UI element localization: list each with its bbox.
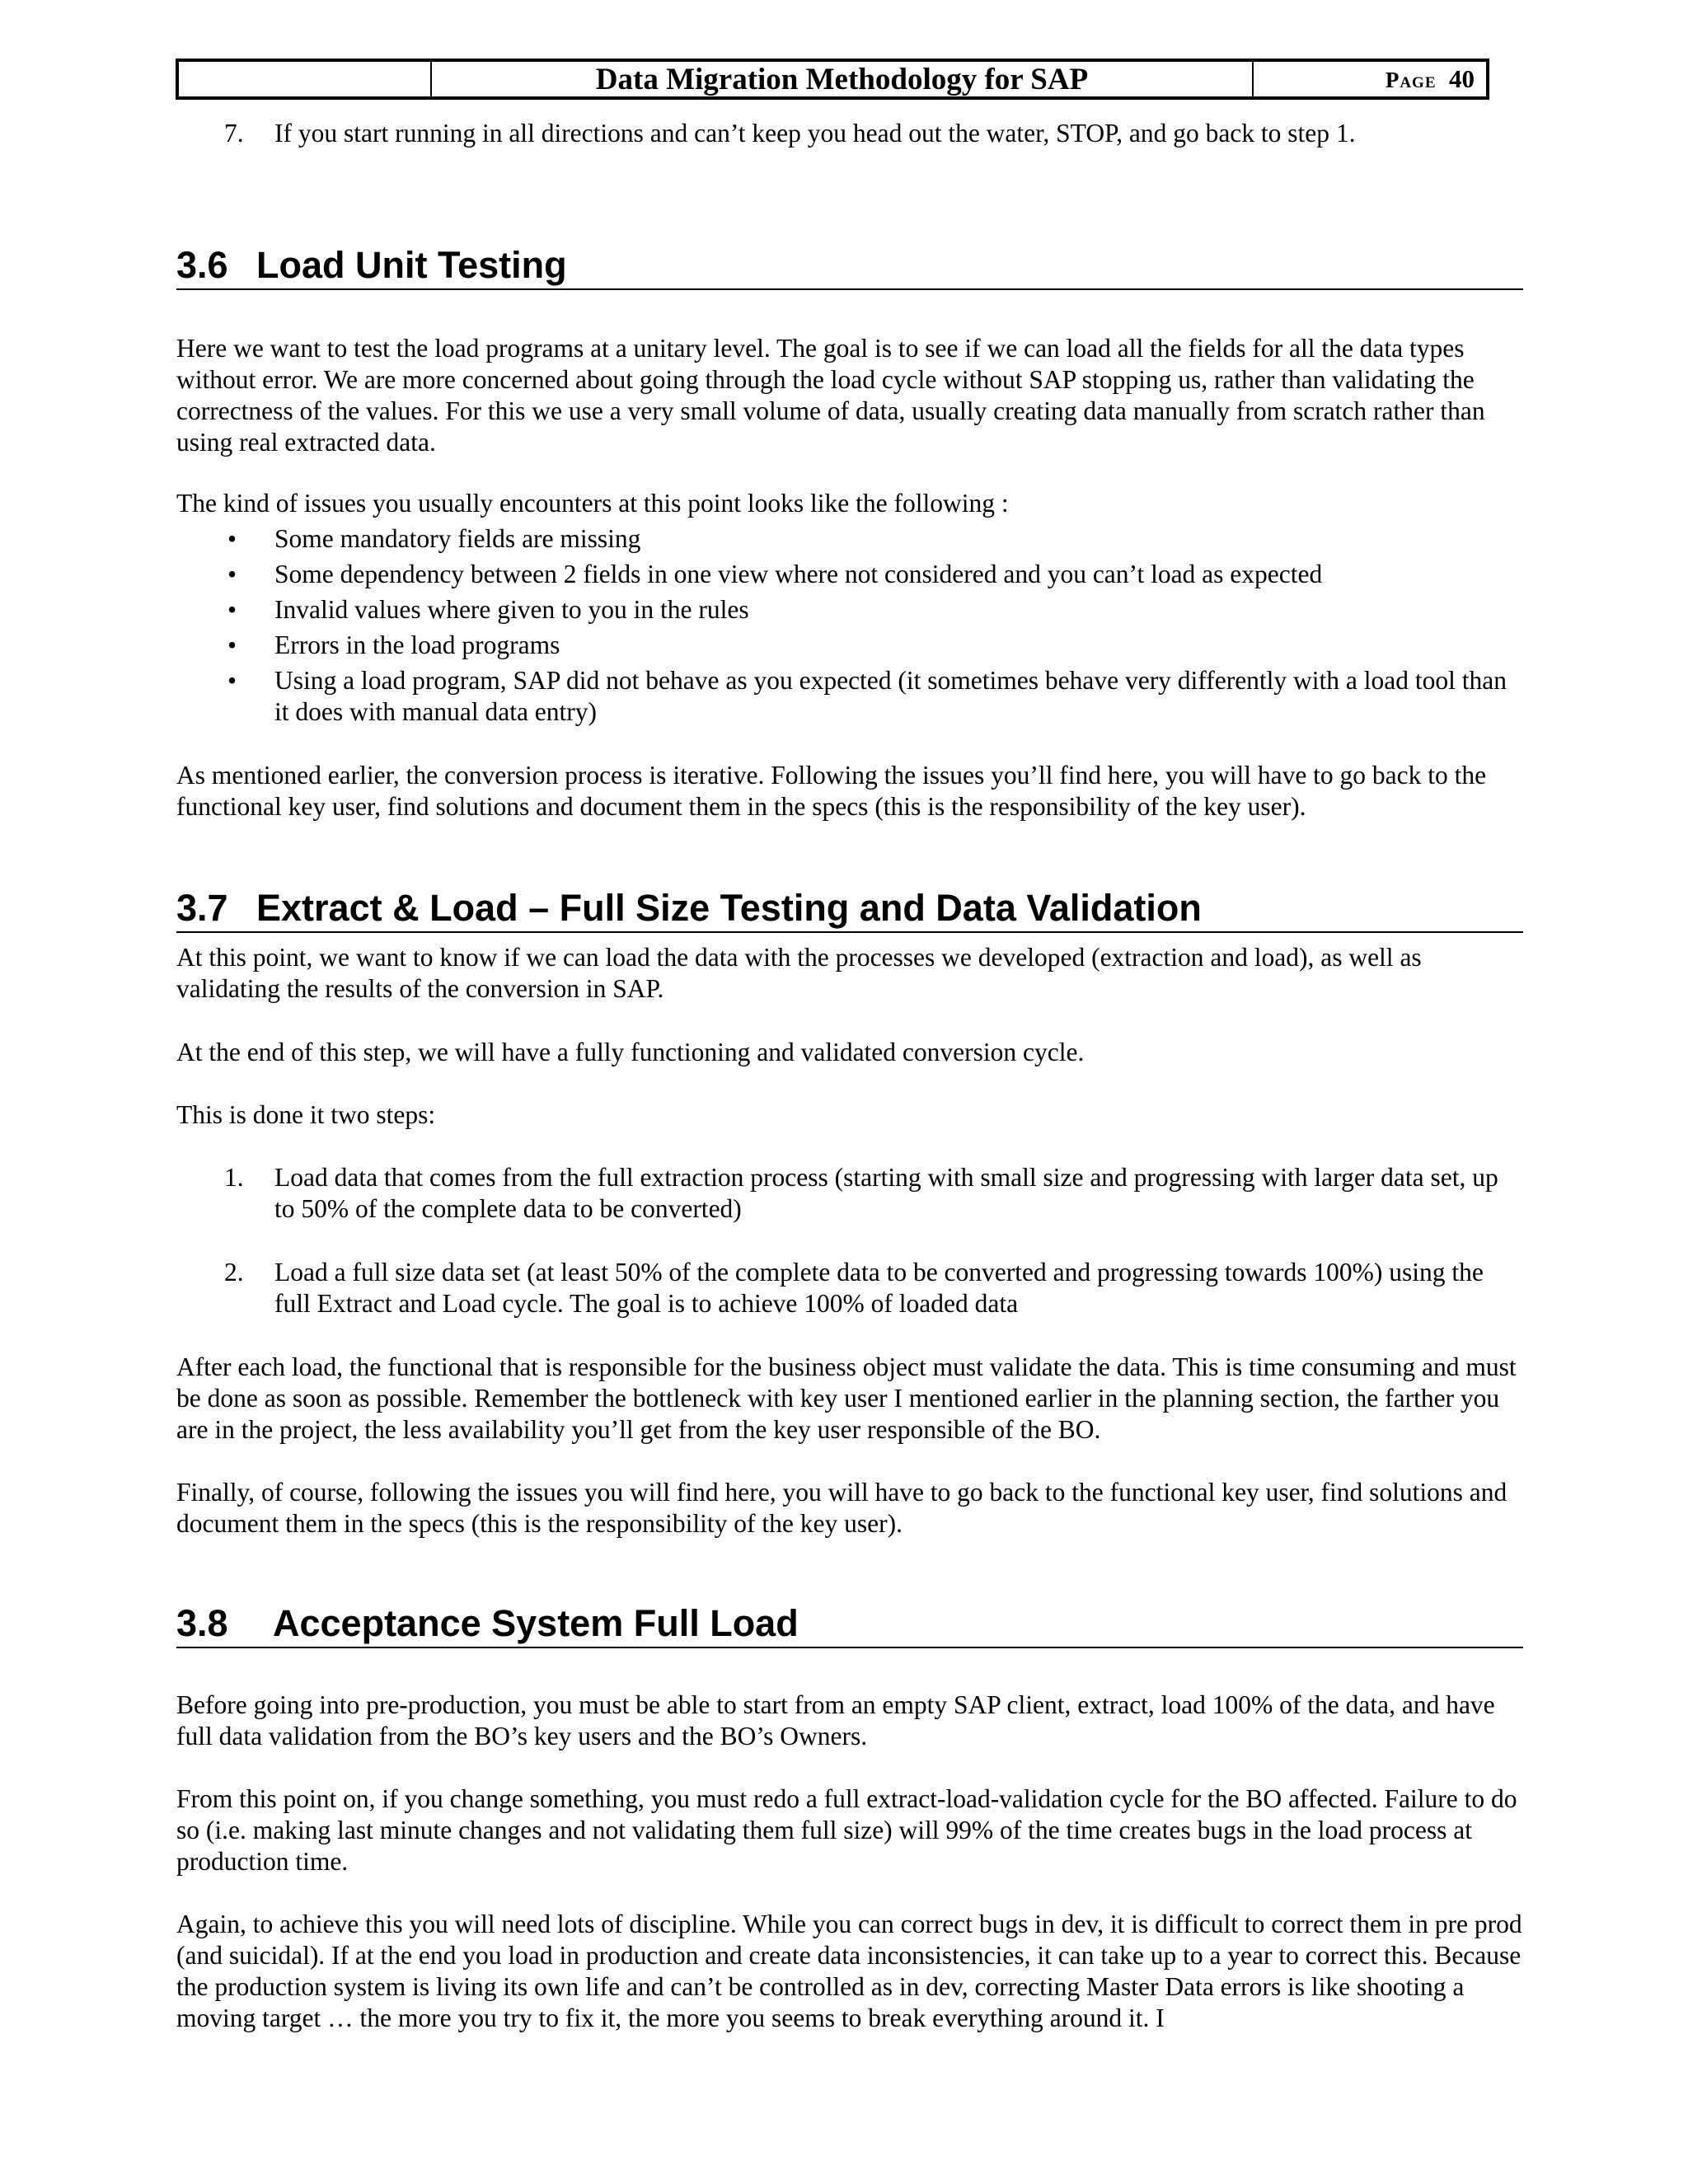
section-title: Extract & Load – Full Size Testing and Data Validation: [256, 887, 1202, 929]
paragraph: From this point on, if you change something, you must redo a full extract-load-validation cycle for the BO affected. Failure to do so (i.e. making last minute changes and not validating them full size) will 99% of the time creates bugs in the load process at production time.: [176, 1784, 1517, 1876]
list-item-text: Some dependency between 2 fields in one view where not considered and you can’t load as expected: [274, 560, 1323, 588]
paragraph: After each load, the functional that is responsible for the business object must validate the data. This is time consuming and must be done as soon as possible. Remember the bottleneck with key user I mentioned earlier in the planning section, the farther you are in the project, the less availability you’ll get from the key user responsible of the BO.: [176, 1352, 1517, 1444]
section-number: 3.6: [176, 244, 228, 286]
step-text: Load data that comes from the full extraction process (starting with small size and progressing with larger data set, up to 50% of the complete data to be converted): [274, 1163, 1498, 1223]
section-title: Load Unit Testing: [256, 244, 567, 286]
section-3-8-para-3: [176, 1909, 1523, 2034]
paragraph: This is done it two steps:: [176, 1100, 436, 1129]
list-item-text: Some mandatory fields are missing: [274, 524, 641, 553]
list-item: [176, 665, 1523, 728]
list-item: [176, 523, 1523, 555]
section-number: 3.8: [176, 1602, 228, 1644]
list-item-text: Invalid values where given to you in the rules: [274, 595, 749, 624]
section-3-7-para-4: [176, 1352, 1523, 1446]
bullet-icon: •: [227, 595, 237, 624]
paragraph: At this point, we want to know if we can load the data with the processes we developed (extraction and load), as well as validating the results of the conversion in SAP.: [176, 943, 1422, 1003]
section-3-7-para-3: [176, 1099, 1523, 1131]
page-number: 40: [1449, 64, 1475, 93]
paragraph: Finally, of course, following the issues you will find here, you will have to go back to the functional key user, find solutions and document them in the specs (this is the responsibility of the key user).: [176, 1478, 1507, 1538]
section-3-6-para-1: [176, 333, 1523, 458]
list-item: [176, 630, 1523, 661]
section-number: 3.7: [176, 887, 228, 929]
section-3-6-para-2: [176, 488, 1523, 519]
paragraph: At the end of this step, we will have a fully functioning and validated conversion cycle.: [176, 1038, 1085, 1066]
bullet-list: [176, 523, 1523, 728]
paragraph: Before going into pre-production, you must be able to start from an empty SAP client, extract, load 100% of the data, and have full data validation from the BO’s key users and the BO’s Owners.: [176, 1690, 1495, 1750]
section-3-8-heading-block: [176, 1602, 1523, 1648]
paragraph: As mentioned earlier, the conversion process is iterative. Following the issues you’ll find here, you will have to go back to the functional key user, find solutions and document them in the specs (this is the responsibility of the key user).: [176, 761, 1487, 821]
section-heading: [176, 887, 1523, 933]
intro-item-number: 7.: [224, 119, 244, 148]
header-left-cell: [179, 62, 432, 96]
bullet-icon: •: [227, 524, 237, 553]
header-title: Data Migration Methodology for SAP: [432, 62, 1254, 96]
page-header: [176, 59, 1489, 100]
section-3-6-heading-block: [176, 244, 1523, 290]
section-3-6-para-3: [176, 760, 1523, 823]
section-3-7-para-5: [176, 1477, 1523, 1540]
section-title: Acceptance System Full Load: [273, 1602, 799, 1644]
paragraph: Here we want to test the load programs at a unitary level. The goal is to see if we can load all the fields for all the data types without error. We are more concerned about going through the load cycle without SAP stopping us, rather than validating the correctness of the values. For this we use a very small volume of data, usually creating data manually from scratch rather than using real extracted data.: [176, 334, 1485, 457]
paragraph: The kind of issues you usually encounters at this point looks like the following :: [176, 489, 1009, 518]
intro-list-item: [176, 118, 1523, 149]
section-3-7-para-2: [176, 1037, 1523, 1068]
numbered-step-1: [176, 1162, 1523, 1225]
step-number: 1.: [224, 1163, 244, 1192]
bullet-icon: •: [227, 560, 237, 588]
intro-item-text: If you start running in all directions and can’t keep you head out the water, STOP, and go back to step 1.: [274, 119, 1356, 148]
paragraph: Again, to achieve this you will need lots of discipline. While you can correct bugs in dev, it is difficult to correct them in pre prod (and suicidal). If at the end you load in production and create data inconsistencies, it can take up to a year to correct this. Because the production system is living its own life and can’t be controlled as in dev, correcting Master Data errors is like shooting a moving target … the more you try to fix it, the more you seems to break everything around it. I: [176, 1910, 1522, 2032]
list-item: [176, 594, 1523, 626]
numbered-step-2: [176, 1257, 1523, 1319]
section-3-7-para-1: [176, 942, 1523, 1005]
page-label: Page: [1385, 68, 1437, 92]
list-item-text: Errors in the load programs: [274, 630, 560, 659]
section-heading: [176, 1602, 1523, 1648]
bullet-icon: •: [227, 630, 237, 659]
list-item: [176, 559, 1523, 590]
bullet-icon: •: [227, 666, 237, 695]
list-item-text: Using a load program, SAP did not behave as you expected (it sometimes behave very differently with a load tool than it does with manual data entry): [274, 666, 1507, 726]
section-heading: [176, 244, 1523, 290]
section-3-8-para-1: [176, 1690, 1523, 1752]
section-3-8-para-2: [176, 1783, 1523, 1877]
step-number: 2.: [224, 1258, 244, 1286]
section-3-7-heading-block: [176, 887, 1523, 933]
section-3-6-bullet-list: [176, 523, 1523, 732]
header-page-cell: [1254, 62, 1486, 96]
step-text: Load a full size data set (at least 50% of the complete data to be converted and progressing towards 100%) using the full Extract and Load cycle. The goal is to achieve 100% of loaded data: [274, 1258, 1484, 1318]
